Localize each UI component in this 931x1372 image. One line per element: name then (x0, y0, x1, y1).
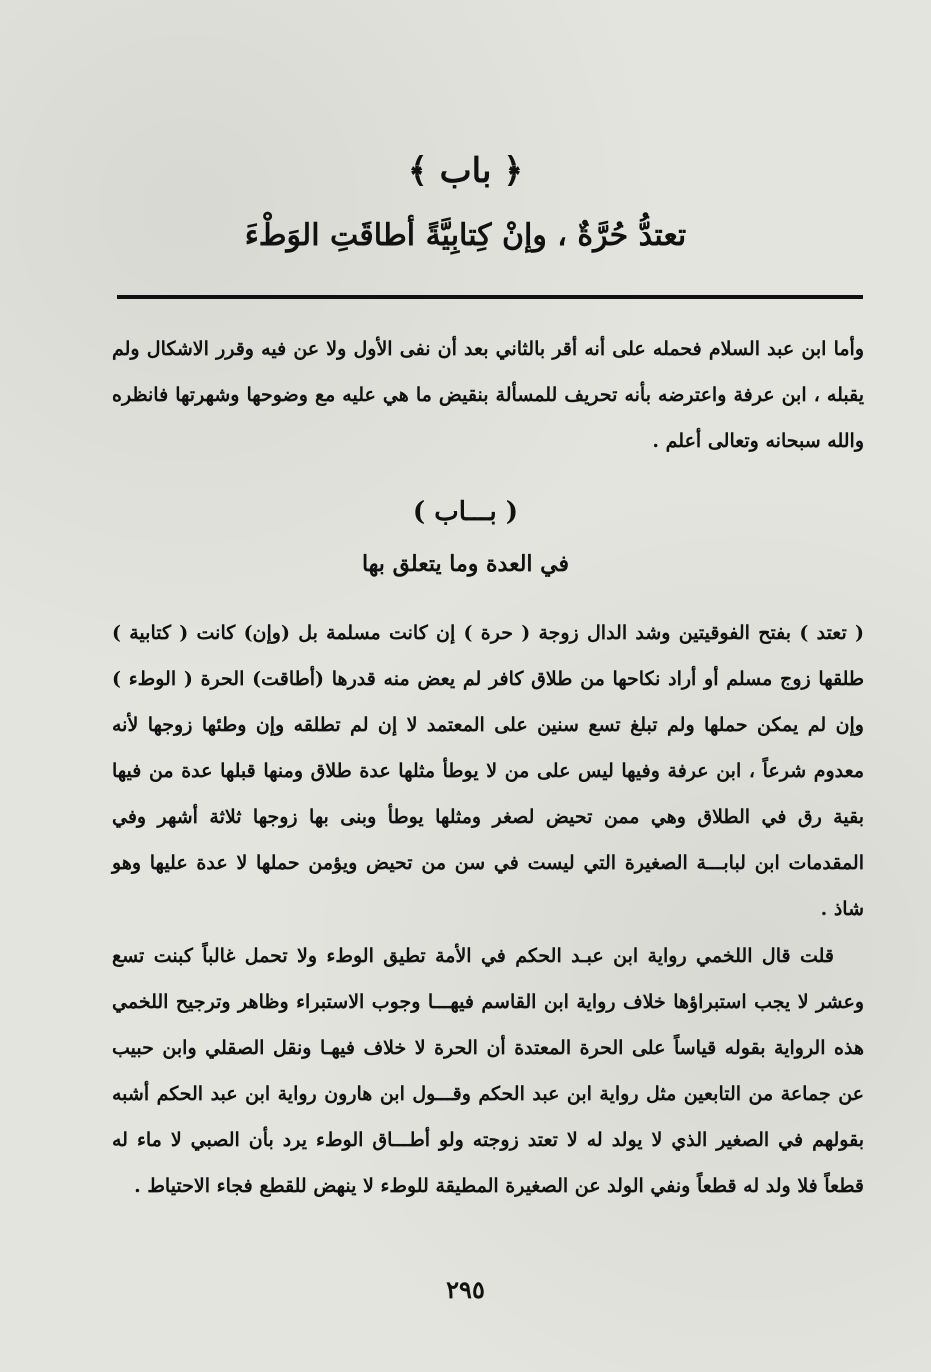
section-heading: ( بـــاب ) (412, 497, 519, 527)
paragraph-1: وأما ابن عبد السلام فحمله على أنه أقر بالثاني بعد أن نفى الأول ولا عن فيه وقرر الاشكال ولم يقبله ، ابن عرفة واعترضه بأنه تحريف للمسألة بنقيض ما هي عليه مع وضوحها وشهرتها فانظره والله سبحانه وتعالى أعلم . (112, 338, 864, 452)
chapter-subtitle: تعتدُّ حُرَّةٌ ، وإنْ كِتابِيَّةً أطاقَتِ الوَطْءَ (244, 218, 687, 253)
section-subtitle: في العدة وما يتعلق بها (361, 551, 570, 577)
paragraph-2: ( تعتد ) بفتح الفوقيتين وشد الدال زوجة ( حرة ) إن كانت مسلمة بل (وإن) كانت ( كتابية ) طلقها زوج مسلم أو أراد نكاحها من طلاق كافر لم يعض منه قدرها (أطاقت) الحرة ( الوطء ) وإن لم يمكن حملها ولم تبلغ تسع سنين على المعتمد لا إن لم تطلقه وإن وطئها زوجها لأنه معدوم شرعاً ، ابن عرفة وفيها ليس على من لا يوطأ مثلها عدة طلاق ومنها قبلها عدة من فيها بقية رق في الطلاق وهي ممن تحيض لصغر ومثلها يوطأ وبنى بها زوجها ثلاثة أشهر وفي المقدمات ابن لبابـــة الصغيرة التي ليست في سن من تحيض ويؤمن حملها لا عدة عليها وهو شاذ . (112, 622, 864, 920)
header-divider (117, 295, 863, 299)
paragraph-3: قلت قال اللخمي رواية ابن عبـد الحكم في الأمة تطيق الوطء ولا تحمل غالباً كبنت تسع وعشر لا يجب استبراؤها خلاف رواية ابن القاسم فيهـــا وجوب الاستبراء وظاهر وترجيح اللخمي هذه الرواية بقوله قياساً على الحرة المعتدة أن الحرة لا خلاف فيهـا ونقل الصقلي وابن حبيب عن جماعة من التابعين مثل رواية ابن عبد الحكم وقـــول ابن هارون رواية ابن عبد الحكم أشبه بقولهم في الصغير الذي لا يولد له لا تعتد زوجته ولو أطـــاق الوطء يرد بأن الصبي لا ماء له قطعاً فلا ولد له قطعاً ونفي الولد عن الصغيرة المطيقة للوطء لا ينهض للقطع فجاء الاحتياط . (112, 945, 864, 1197)
page-number: ٢٩٥ (446, 1275, 485, 1304)
chapter-heading: ﴿ باب ﴾ (407, 151, 524, 191)
